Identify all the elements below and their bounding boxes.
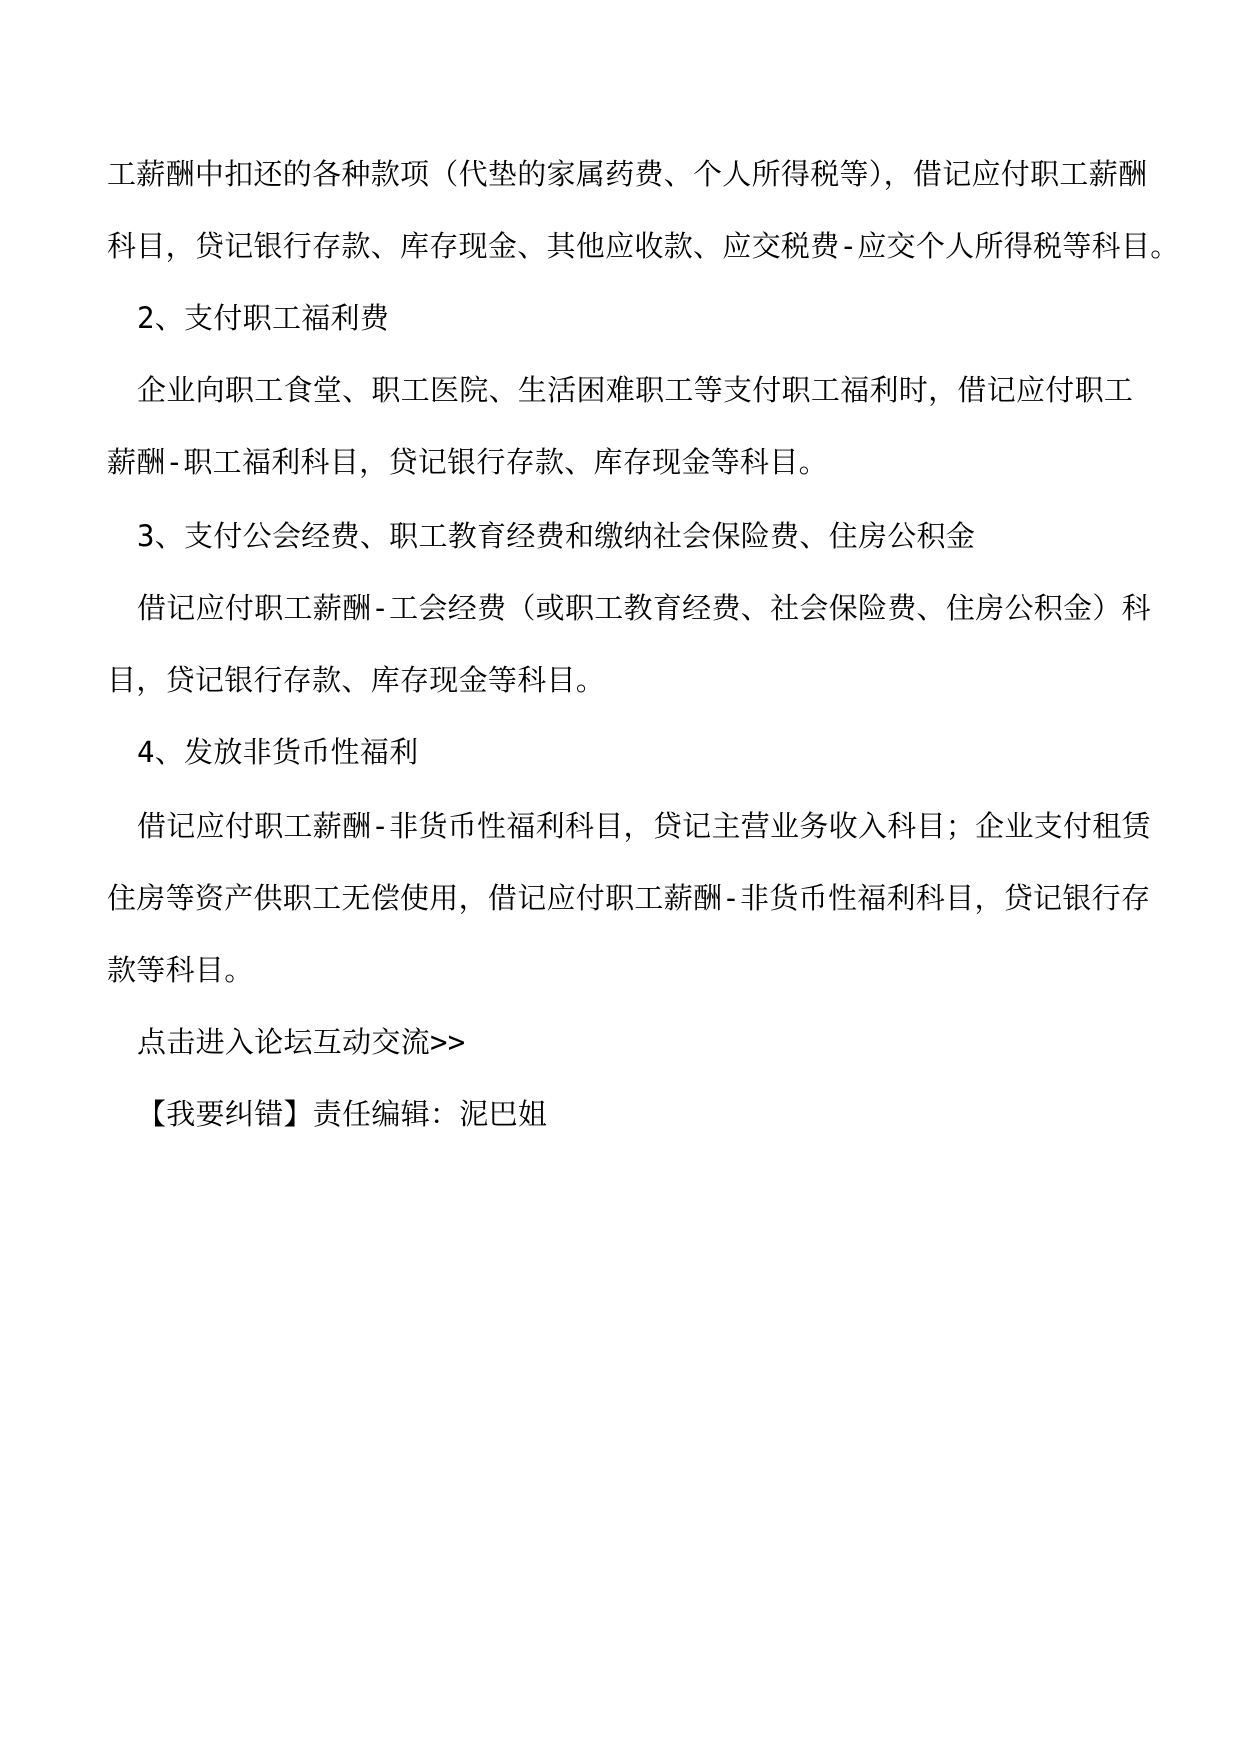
forum-link[interactable]: 点击进入论坛互动交流>> — [137, 1025, 466, 1059]
body-text-line: 住房等资产供职工无偿使用，借记应付职工薪酬-非货币性福利科目，贷记银行存 — [107, 881, 1151, 915]
section-heading: 2、支付职工福利费 — [137, 301, 390, 335]
body-text-line: 借记应付职工薪酬-非货币性福利科目，贷记主营业务收入科目；企业支付租赁 — [137, 809, 1151, 843]
section-heading: 3、支付公会经费、职工教育经费和缴纳社会保险费、住房公积金 — [137, 519, 976, 553]
body-text-line: 款等科目。 — [107, 953, 254, 987]
body-text-line: 目，贷记银行存款、库存现金等科目。 — [107, 663, 606, 697]
body-text-line: 工薪酬中扣还的各种款项（代垫的家属药费、个人所得税等），借记应付职工薪酬 — [107, 157, 1148, 191]
editor-footer: 【我要纠错】责任编辑：泥巴姐 — [137, 1097, 548, 1131]
body-text-line: 薪酬-职工福利科目，贷记银行存款、库存现金等科目。 — [107, 445, 828, 479]
section-heading: 4、发放非货币性福利 — [137, 735, 419, 769]
body-text-line: 科目，贷记银行存款、库存现金、其他应收款、应交税费-应交个人所得税等科目。 — [107, 229, 1180, 263]
body-text-line: 企业向职工食堂、职工医院、生活困难职工等支付职工福利时，借记应付职工 — [137, 373, 1134, 407]
body-text-line: 借记应付职工薪酬-工会经费（或职工教育经费、社会保险费、住房公积金）科 — [137, 591, 1151, 625]
